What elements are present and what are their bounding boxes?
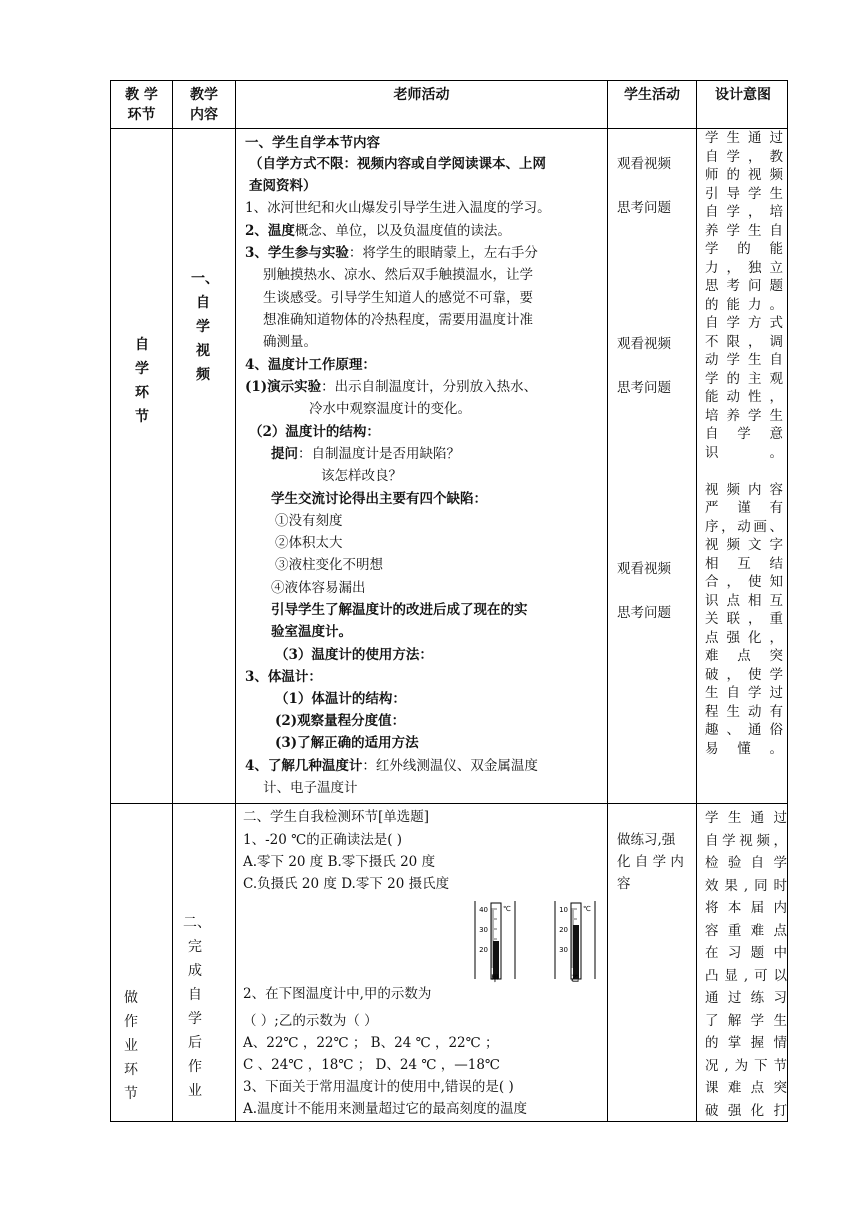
intent-line: 了解学生 xyxy=(705,1012,787,1029)
teacher-line: ①没有刻度 xyxy=(275,513,343,529)
student-activity: 思考问题 xyxy=(617,605,671,621)
vertical-char: 一、 xyxy=(191,271,219,287)
student-activity: 观看视频 xyxy=(617,336,671,352)
thermo-tick-label: 20 xyxy=(479,946,488,954)
intent-line: 合，使知 xyxy=(705,574,783,590)
intent-line: 自学视频， xyxy=(705,832,787,849)
thermometer-yi-figure xyxy=(549,899,609,983)
teacher-line: ②体积太大 xyxy=(275,535,343,551)
intent-line: 培养学生 xyxy=(705,407,783,424)
bold-prefix: 提问 xyxy=(271,446,298,462)
vertical-char: 后 xyxy=(188,1035,202,1051)
teacher-line: 提问：自制温度计是否用缺陷？ xyxy=(271,446,460,462)
intent-line: 况,为下节 xyxy=(705,1057,787,1074)
vertical-char: 学 xyxy=(135,361,149,377)
teacher-line: A.温度计不能用来测量超过它的最高刻度的温度 xyxy=(243,1101,528,1117)
intent-line: 自学，培 xyxy=(705,204,783,220)
bold-prefix: 3、学生参与实验 xyxy=(245,245,349,261)
intent-line xyxy=(705,462,783,481)
teacher-line: (2)观察量程分度值： xyxy=(275,713,406,729)
teacher-line: （2）温度计的结构： xyxy=(249,424,380,440)
teacher-line: ④液体容易漏出 xyxy=(271,580,366,596)
intent-line: 视频内容 xyxy=(705,481,783,498)
intent-line: 容重难点 xyxy=(705,922,787,939)
student-activity: 思考问题 xyxy=(617,380,671,396)
vertical-char: 视 xyxy=(196,343,210,359)
section2-content xyxy=(183,911,211,1103)
lesson-plan-table xyxy=(110,80,788,1122)
intent-line: 能动性， xyxy=(705,389,783,405)
vertical-char: 二、 xyxy=(183,915,211,931)
vertical-char: 完 xyxy=(188,939,202,955)
vertical-char: 作 xyxy=(124,1014,138,1030)
vertical-char: 自 xyxy=(188,987,202,1003)
intent-line: 引导学生 xyxy=(705,185,783,202)
vertical-char: 环 xyxy=(135,385,149,401)
teacher-line: 1、冰河世纪和火山爆发引导学生进入温度的学习。 xyxy=(245,200,551,216)
student-activity: 思考问题 xyxy=(617,200,671,216)
teacher-line: 4、了解几种温度计：红外线测温仪、双金属温度 xyxy=(245,758,538,774)
thermo-tick-label: 30 xyxy=(559,946,568,954)
teacher-line: 4、温度计工作原理： xyxy=(245,357,376,373)
bold-prefix: 2、温度 xyxy=(245,223,295,239)
teacher-line: A、22℃ ，22℃ ； B、24 ℃ ，22℃ ； xyxy=(243,1035,499,1051)
student-activity: 做练习,强 xyxy=(617,832,676,848)
intent-line: 师的视频 xyxy=(705,167,783,183)
teacher-line: (1)演示实验：出示自制温度计，分别放入热水、 xyxy=(245,379,538,395)
vertical-char: 节 xyxy=(135,409,149,425)
intent-line: 凸显,可以 xyxy=(705,967,787,984)
teacher-line: 别触摸热水、凉水、然后双手触摸温水，让学 xyxy=(263,267,533,283)
teacher-line: ③液柱变化不明想 xyxy=(275,557,383,573)
teacher-line: （3）温度计的使用方法： xyxy=(275,647,433,663)
intent-line: 严 谨 有 xyxy=(705,500,783,516)
thermo-label: 甲 xyxy=(491,974,499,983)
teacher-line: （1）体温计的结构： xyxy=(275,691,406,707)
teacher-line: A.零下 20 度 B.零下摄氏 20 度 xyxy=(243,854,436,870)
vertical-char: 频 xyxy=(196,367,210,383)
thermo-liquid xyxy=(573,925,579,979)
intent-line: 动学生自 xyxy=(705,352,783,368)
section2-intent xyxy=(705,807,787,1122)
vertical-char: 自 xyxy=(135,337,149,353)
teacher-line: 引导学生了解温度计的改进后成了现在的实 xyxy=(271,602,528,618)
student-activity: 化 自 学 内 xyxy=(617,854,684,870)
vertical-char: 作 xyxy=(188,1059,202,1075)
intent-line: 思考问题 xyxy=(705,278,783,294)
intent-line: 程生动有 xyxy=(705,703,783,720)
intent-line: 将本届内 xyxy=(705,900,787,916)
student-activity: 容 xyxy=(617,876,631,892)
teacher-line: C.负摄氏 20 度 D.零下 20 摄氏度 xyxy=(243,876,450,892)
teacher-line: 2、在下图温度计中,甲的示数为 xyxy=(243,986,432,1002)
intent-line: 序，动画、 xyxy=(705,518,783,535)
vertical-char: 做 xyxy=(124,990,138,1006)
intent-line: 趣、通俗 xyxy=(705,722,783,738)
thermo-tick-label: 20 xyxy=(559,926,568,934)
teacher-line: 3、体温计： xyxy=(245,669,322,685)
vertical-char: 环 xyxy=(124,1062,138,1078)
thermo-unit: ℃ xyxy=(583,905,591,913)
intent-line: 养学生自 xyxy=(705,222,783,239)
intent-line: 通过练习 xyxy=(705,990,787,1006)
teacher-line: 3、下面关于常用温度计的使用中,错误的是( ) xyxy=(243,1079,514,1095)
teacher-line: 查阅资料） xyxy=(249,178,317,194)
intent-line: 的能力。 xyxy=(705,296,783,313)
teacher-line: 3、学生参与实验：将学生的眼睛蒙上，左右手分 xyxy=(245,245,538,261)
intent-line: 难 点 突 xyxy=(705,648,783,664)
teacher-line: 计、电子温度计 xyxy=(263,780,358,796)
intent-line: 学生通过 xyxy=(705,130,783,146)
thermo-tick-label: 40 xyxy=(479,906,488,914)
intent-line: 检验自学 xyxy=(705,855,787,871)
intent-line: 学生通过 xyxy=(705,810,787,826)
vertical-char: 学 xyxy=(196,319,210,335)
thermo-tick-label: 10 xyxy=(559,906,568,914)
teacher-line: 2、温度概念、单位，以及负温度值的读法。 xyxy=(245,223,511,239)
intent-line: 课难点突 xyxy=(705,1080,787,1096)
thermo-label: 乙 xyxy=(571,974,579,983)
intent-line: 破，使学 xyxy=(705,666,783,683)
section2-stage xyxy=(119,986,143,1106)
header-teacher-activity: 老师活动 xyxy=(393,87,450,103)
teacher-line: 该怎样改良？ xyxy=(321,468,402,484)
teacher-line: 学生交流讨论得出主要有四个缺陷： xyxy=(271,491,487,507)
teacher-line: 验室温度计。 xyxy=(271,624,352,640)
intent-line: 效果,同时 xyxy=(705,877,787,894)
header-content: 教学 内容 xyxy=(190,87,218,123)
vertical-char: 业 xyxy=(188,1083,202,1099)
teacher-line: (3)了解正确的适用方法 xyxy=(275,735,419,751)
section1-stage xyxy=(130,333,154,429)
intent-line: 识点相互 xyxy=(705,592,783,609)
section1-content xyxy=(191,267,219,387)
teacher-line: 确测量。 xyxy=(263,334,317,350)
intent-line: 视频文字 xyxy=(705,537,783,553)
intent-line: 不限，调 xyxy=(705,333,783,350)
intent-line: 在习题中 xyxy=(705,945,787,961)
student-activity: 观看视频 xyxy=(617,156,671,172)
intent-line: 相 互 结 xyxy=(705,555,783,572)
teacher-line: 生谈感受。引导学生知道人的感觉不可靠，要 xyxy=(263,290,533,306)
intent-line: 点强化， xyxy=(705,629,783,646)
intent-line: 自学，教 xyxy=(705,148,783,165)
intent-line: 自学方式 xyxy=(705,315,783,331)
bold-prefix: 4、了解几种温度计 xyxy=(245,758,363,774)
teacher-line: C 、24℃ ，18℃ ； D、24 ℃ ，—18℃ xyxy=(243,1057,501,1073)
student-activity: 观看视频 xyxy=(617,561,671,577)
bold-prefix: (1)演示实验 xyxy=(245,379,322,395)
intent-line: 力，独立 xyxy=(705,259,783,276)
section1-intent xyxy=(705,129,783,758)
teacher-line: 二、学生自我检测环节[单选题] xyxy=(243,809,430,825)
vertical-char: 业 xyxy=(124,1038,138,1054)
intent-line: 识。 xyxy=(705,444,783,461)
vertical-char: 自 xyxy=(196,295,210,311)
vertical-char: 成 xyxy=(188,963,202,979)
teacher-line: （自学方式不限：视频内容或自学阅读课本、上网 xyxy=(249,156,546,172)
intent-line: 的掌握情 xyxy=(705,1035,787,1051)
header-design-intent: 设计意图 xyxy=(715,87,771,103)
thermo-tick-label: 30 xyxy=(479,926,488,934)
intent-line: 易懂。 xyxy=(705,740,783,757)
intent-line: 生自学过 xyxy=(705,685,783,701)
intent-line: 自 学 意 xyxy=(705,426,783,442)
thermo-unit: ℃ xyxy=(503,905,511,913)
teacher-line: 一、学生自学本节内容 xyxy=(245,135,380,151)
teacher-line: （ ）;乙的示数为（ ） xyxy=(243,1013,378,1029)
vertical-char: 学 xyxy=(188,1011,202,1027)
intent-line: 破强化打 xyxy=(705,1102,787,1119)
intent-line: 学 的 能 xyxy=(705,241,783,257)
header-stage: 教 学 环节 xyxy=(125,87,158,123)
vertical-char: 节 xyxy=(124,1086,138,1102)
intent-line: 学的主观 xyxy=(705,370,783,387)
teacher-line: 想准确知道物体的冷热程度，需要用温度计准 xyxy=(263,312,533,328)
teacher-line: 冷水中观察温度计的变化。 xyxy=(309,401,471,417)
teacher-line: 1、-20 ℃的正确读法是( ) xyxy=(243,832,403,848)
intent-line: 关联，重 xyxy=(705,611,783,627)
thermometer-jia-figure xyxy=(469,899,529,983)
header-student-activity: 学生活动 xyxy=(624,87,680,103)
